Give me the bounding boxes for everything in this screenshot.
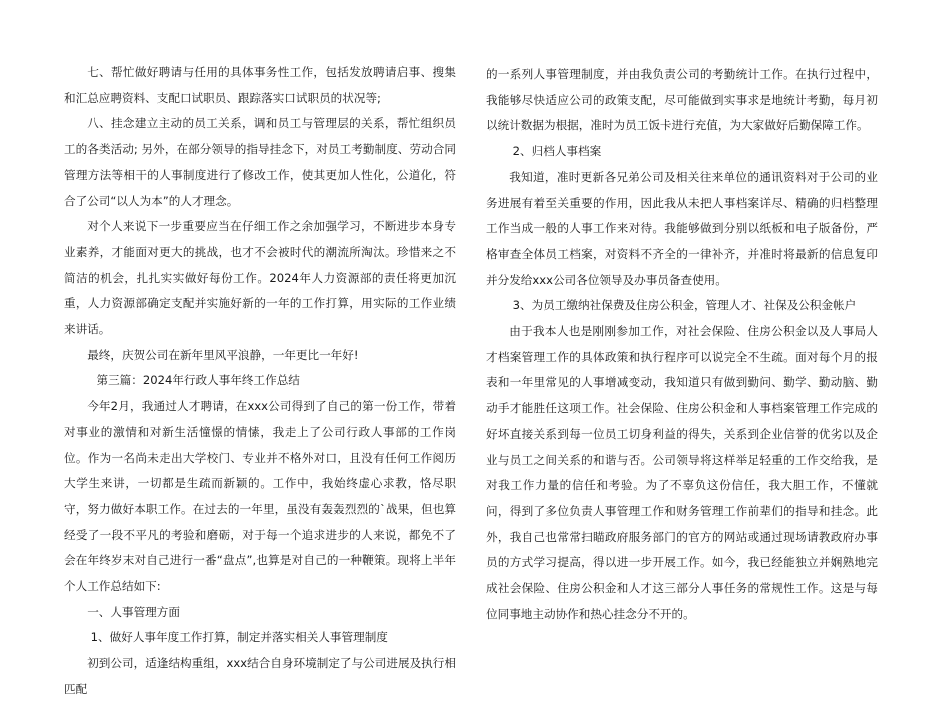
left-column [64, 60, 456, 703]
paragraph-closing-wish: 最终，庆贺公司在新年里风平浪静，一年更比一年好! [87, 347, 359, 362]
paragraph-restructure: 初到公司，适逢结构重组，xxx结合自身环境制定了与公司进展及执行相匹配 [64, 656, 456, 696]
right-column [486, 62, 878, 627]
section-title: 第三篇：2024年行政人事年终工作总结 [96, 373, 300, 388]
subheading-social-insurance: 3、为员工缴纳社保费及住房公积金，管理人才、社保及公积金帐户 [512, 298, 857, 313]
paragraph-continuation: 的一系列人事管理制度，并由我负责公司的考勤统计工作。在执行过程中，我能够尽快适应公司的政策支配，尽可能做到实事求是地统计考勤，每月初以统计数据为根据，准时为员工饭卡进行充值，为大家做好后勤保障工作。 [486, 67, 878, 133]
paragraph-item-eight: 八、挂念建立主动的员工关系，调和员工与管理层的关系，帮忙组织员工的各类活动; 另外，在部分领导的指导挂念下，对员工考勤制度、劳动合同管理方法等相干的人事制度进行了修改工作，使其更加人性化，公道化，符合了公司“以人为本”的人才理念。 [64, 116, 456, 208]
subheading-archives: 2、归档人事档案 [512, 144, 602, 159]
paragraph-archives: 我知道，准时更新各兄弟公司及相关往来单位的通讯资料对于公司的业务进展有着至关重要的作用，因此我从未把人事档案详尽、精确的归档整理工作当成一般的人事工作来对待。我能够做到分别以纸板和电子版备份，严格审查全体员工档案，对资料不齐全的一律补齐，并准时将最新的信息复印并分发给xxx公司各位领导及办事员备查使用。 [486, 169, 878, 287]
paragraph-intro: 今年2月，我通过人才聘请，在xxx公司得到了自己的第一份工作，带着对事业的激情和对新生活憧憬的情愫，我走上了公司行政人事部的工作岗位。作为一名尚未走出大学校门、专业并不格外对口，且没有任何工作阅历大学生来讲，一切都是生疏而新颖的。工作中，我始终虚心求教，恪尽职守，努力做好本职工作。在过去的一年里，虽没有轰轰烈烈的`战果，但也算经受了一段不平凡的考验和磨砺，对于每一个追求进步的人来说，都免不了会在年终岁末对自己进行一番“盘点”,也算是对自己的一种鞭策。现将上半年个人工作总结如下: [64, 399, 456, 594]
paragraph-social-insurance: 由于我本人也是刚刚参加工作，对社会保险、住房公积金以及人事局人才档案管理工作的具体政策和执行程序可以说完全不生疏。面对每个月的报表和一年里常见的人事增减变动，我知道只有做到勤问、勤学、勤动脑、勤动手才能胜任这项工作。社会保险、住房公积金和人事档案管理工作完成的好坏直接关系到每一位员工切身利益的得失，关系到企业信誉的优劣以及企业与员工之间关系的和谐与否。公司领导将这样举足轻重的工作交给我，是对我工作力量的信任和考验。为了不辜负这份信任，我大胆工作，不懂就问，得到了多位负责人事管理工作和财务管理工作前辈们的指导和挂念。此外，我自己也常常扫瞄政府服务部门的官方的网站或通过现场请教政府办事员的方式学习提高，得以进一步开展工作。如今，我已经能独立并娴熟地完成社会保险、住房公积金和人才这三部分人事任务的常规性工作。这是与每位同事地主动协作和热心挂念分不开的。 [486, 324, 878, 621]
paragraph-item-seven: 七、帮忙做好聘请与任用的具体事务性工作，包括发放聘请启事、搜集和汇总应聘资料、支配口试职员、跟踪落实口试职员的状况等; [64, 65, 456, 105]
heading-hr-management: 一、人事管理方面 [87, 604, 180, 619]
paragraph-personal-plan: 对个人来说下一步重要应当在仔细工作之余加强学习，不断进步本身专业素养，才能面对更大的挑战，也才不会被时代的潮流所淘汰。珍惜来之不简洁的机会，扎扎实实做好每份工作。2024年人力资源部的责任将更加沉重，人力资源部确定支配并实施好新的一年的工作打算，用实际的工作业绩来讲话。 [64, 219, 456, 337]
subheading-annual-plan: 1、做好人事年度工作打算，制定并落实相关人事管理制度 [90, 630, 388, 645]
